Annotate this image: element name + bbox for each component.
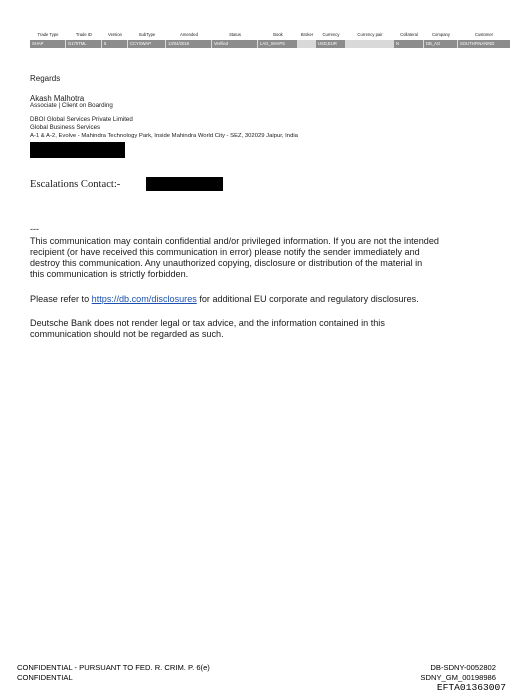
header-subtype: SubType	[138, 32, 156, 37]
cell-amended: 13/04/2018	[166, 40, 211, 48]
header-company: Company	[432, 32, 450, 37]
trade-table	[30, 31, 495, 48]
cell-customer: SOUTHFINANIND	[458, 40, 510, 48]
footer-right	[420, 663, 496, 683]
cell-book: LAG_SHAPS	[258, 40, 297, 48]
disclaimer-line: this communication is strictly forbidden.	[30, 269, 189, 279]
advice-line: Deutsche Bank does not render legal or tax advice, and the information contained in this	[30, 318, 385, 328]
cell-subtype: CCYSWAP	[128, 40, 165, 48]
footer-db-number: DB-SDNY-0052802	[430, 663, 496, 672]
cell-currency: USD,EUR	[316, 40, 345, 48]
trade-table-header-row	[30, 31, 494, 40]
disclosures-link[interactable]: https://db.com/disclosures	[91, 294, 197, 304]
refer-prefix: Please refer to	[30, 294, 92, 304]
escalations-redaction	[146, 177, 223, 191]
header-collateral: Collateral	[400, 32, 418, 37]
header-currency: Currency	[322, 32, 340, 37]
header-trade-id: Trade ID	[75, 32, 93, 37]
header-trade-type: Trade Type	[37, 32, 59, 37]
header-version: Version	[108, 32, 122, 37]
disclaimer-refer	[30, 294, 419, 305]
cell-company: DB_AG	[424, 40, 457, 48]
regards-text: Regards	[30, 74, 61, 83]
header-book: Book	[273, 32, 283, 37]
signature-title: Associate | Client on Boarding	[30, 102, 113, 109]
header-amended: Amended	[180, 32, 198, 37]
disclaimer-advice	[30, 318, 490, 340]
disclaimer-line: recipient (or have received this communication in error) please notify the sender immediately and	[30, 247, 420, 257]
header-status: Status	[229, 32, 241, 37]
header-customer: Customer	[474, 32, 494, 37]
footer-sdny-number: SDNY_GM_00198986	[420, 673, 496, 682]
signature-company: DBOI Global Services Private Limited	[30, 116, 133, 123]
disclaimer-confidential	[30, 236, 490, 280]
footer-confidential-pursuant: CONFIDENTIAL - PURSUANT TO FED. R. CRIM. P. 6(e)	[17, 663, 210, 672]
bates-number: EFTA01363007	[436, 682, 506, 693]
cell-version: 5	[102, 40, 127, 48]
cell-collateral: N	[394, 40, 423, 48]
trade-table-row	[30, 40, 495, 48]
signature-name: Akash Malhotra	[30, 94, 85, 103]
escalations-label: Escalations Contact:-	[30, 179, 121, 190]
cell-currency-pair	[346, 40, 393, 48]
signature-address: A-1 & A-2, Evolve - Mahindra Technology Park, Inside Mahindra World City - SEZ, 302029 Jaipur, India	[30, 133, 298, 139]
signature-division: Global Business Services	[30, 124, 101, 131]
advice-line: communication should not be regarded as such.	[30, 329, 224, 339]
disclaimer-line: This communication may contain confidential and/or privileged information. If you are not the intended	[30, 236, 439, 246]
footer-left	[17, 663, 210, 683]
redaction-block	[30, 142, 125, 158]
cell-status: Verified	[212, 40, 257, 48]
disclaimer-line: destroy this communication. Any unauthorized copying, disclosure or distribution of the material in	[30, 258, 423, 268]
header-broker: Broker	[300, 32, 314, 37]
refer-suffix: for additional EU corporate and regulatory disclosures.	[196, 294, 419, 304]
footer-confidential: CONFIDENTIAL	[17, 673, 73, 682]
cell-broker	[298, 40, 315, 48]
header-currency-pair: Currency pair	[357, 32, 383, 37]
cell-trade-id: G170TML	[66, 40, 101, 48]
cell-trade-type: SHAP	[30, 40, 65, 48]
disclaimer-separator: ---	[30, 224, 40, 234]
